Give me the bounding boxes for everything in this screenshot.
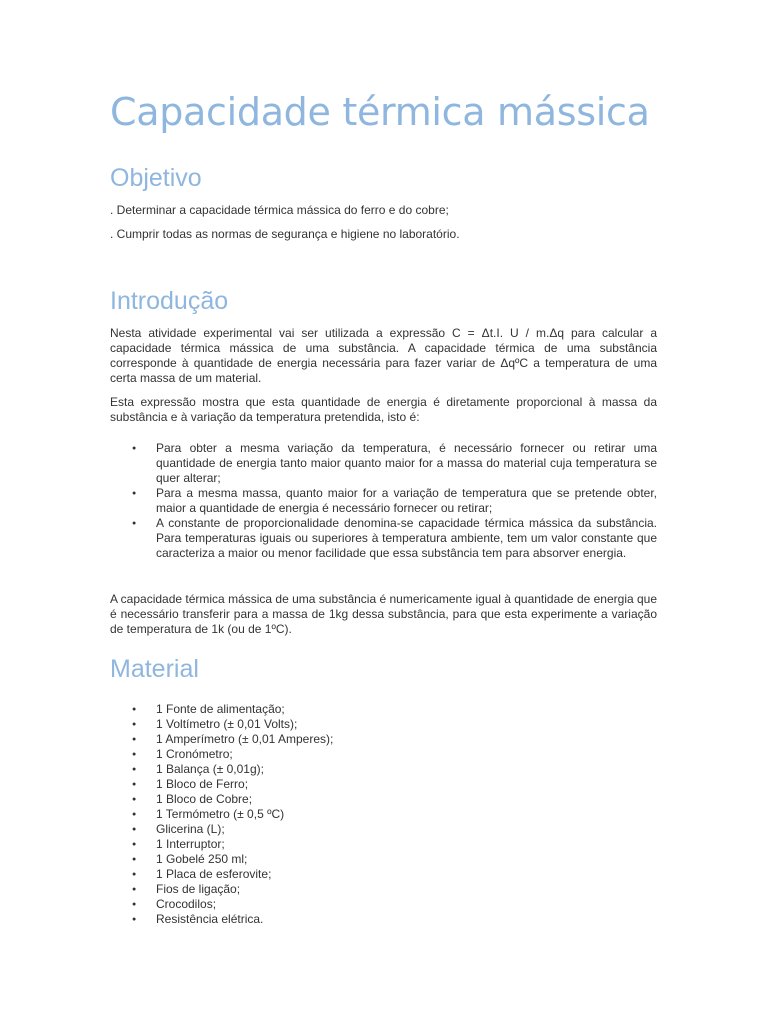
introducao-paragraph-2: Esta expressão mostra que esta quantidade de energia é diretamente proporcional à massa da substância e à variação da temperatura pretendida, isto é: xyxy=(110,395,657,424)
list-item: ● 1 Gobelé 250 ml; xyxy=(110,852,657,867)
material-list xyxy=(110,702,657,927)
list-item: ● 1 Interruptor; xyxy=(110,837,657,852)
list-item: ● 1 Termómetro (± 0,5 ºC) xyxy=(110,807,657,822)
heading-material: Material xyxy=(110,655,199,683)
objetivo-line-2: . Cumprir todas as normas de segurança e higiene no laboratório. xyxy=(110,227,460,241)
list-item: ● 1 Cronómetro; xyxy=(110,747,657,762)
list-item: ● 1 Bloco de Ferro; xyxy=(110,777,657,792)
introducao-paragraph-3: A capacidade térmica mássica de uma substância é numericamente igual à quantidade de energia que é necessário transferir para a massa de 1kg dessa substância, para que esta experimente a variação de temperatura de 1k (ou de 1ºC). xyxy=(110,592,658,636)
introducao-paragraph-1: Nesta atividade experimental vai ser utilizada a expressão C = Δt.I. U / m.Δq para calcular a capacidade térmica mássica de uma substância. A capacidade térmica de uma substância corresponde à quantidade de energia necessária para fazer variar de ΔqºC a temperatura de uma certa massa de um material. xyxy=(110,326,657,385)
list-item: ● Crocodilos; xyxy=(110,897,657,912)
list-item: ● 1 Balança (± 0,01g); xyxy=(110,762,657,777)
list-item: ● Glicerina (L); xyxy=(110,822,657,837)
introducao-bullet-list xyxy=(110,441,657,561)
list-item: ● Para obter a mesma variação da temperatura, é necessário fornecer ou retirar uma quantidade de energia tanto maior quanto maior for a massa do material cuja temperatura se quer alterar; xyxy=(110,441,657,486)
list-item: ● 1 Voltímetro (± 0,01 Volts); xyxy=(110,717,657,732)
list-item: ● 1 Amperímetro (± 0,01 Amperes); xyxy=(110,732,657,747)
objetivo-line-1: . Determinar a capacidade térmica mássica do ferro e do cobre; xyxy=(110,203,449,217)
list-item: ● Resistência elétrica. xyxy=(110,912,657,927)
list-item: ● 1 Placa de esferovite; xyxy=(110,867,657,882)
list-item: ● 1 Fonte de alimentação; xyxy=(110,702,657,717)
document-title: Capacidade térmica mássica xyxy=(110,90,650,134)
list-item: ● Para a mesma massa, quanto maior for a variação de temperatura que se pretende obter, maior a quantidade de energia é necessário fornecer ou retirar; xyxy=(110,486,657,516)
list-item: ● Fios de ligação; xyxy=(110,882,657,897)
heading-objetivo: Objetivo xyxy=(110,164,202,192)
heading-introducao: Introdução xyxy=(110,287,229,315)
list-item: ● A constante de proporcionalidade denomina-se capacidade térmica mássica da substância. Para temperaturas iguais ou superiores à temperatura ambiente, tem um valor constante que caracteriza a maior ou menor facilidade que essa substância tem para absorver energia. xyxy=(110,516,657,561)
list-item: ● 1 Bloco de Cobre; xyxy=(110,792,657,807)
